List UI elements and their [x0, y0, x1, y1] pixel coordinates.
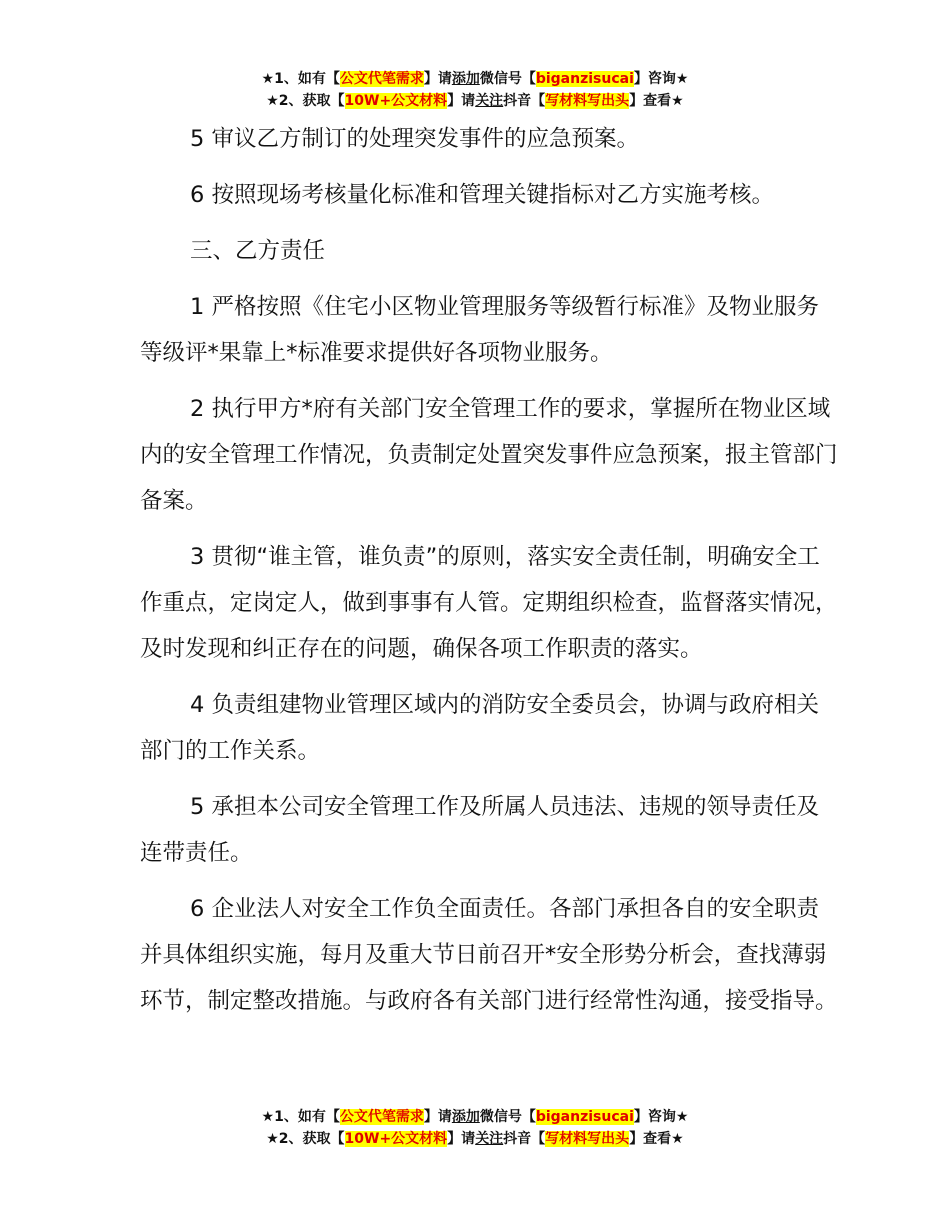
banner-text: 】请 [447, 93, 476, 109]
banner-underline: 添加 [451, 71, 480, 87]
header-banner [0, 68, 950, 112]
banner-highlight: 公文代笔需求 [339, 71, 424, 87]
paragraph: 2 执行甲方*府有关部门安全管理工作的要求，掌握所在物业区域内的安全管理工作情况，负责制定处置突发事件应急预案，报主管部门备案。 [140, 396, 838, 514]
banner-text: 】请 [447, 1131, 476, 1147]
paragraph: 5 审议乙方制订的处理突发事件的应急预案。 [190, 126, 639, 152]
banner-text: ★2、获取【 [266, 93, 345, 109]
banner-highlight: 公文代笔需求 [339, 1109, 424, 1125]
footer-banner [0, 1106, 950, 1150]
banner-highlight: 写材料写出头 [545, 93, 630, 109]
banner-text: ★2、获取【 [266, 1131, 345, 1147]
paragraph: 4 负责组建物业管理区域内的消防安全委员会，协调与政府相关部门的工作关系。 [140, 692, 819, 764]
banner-text: ★1、如有【 [261, 71, 340, 87]
banner-line-1 [0, 1106, 950, 1128]
banner-text: 抖音【 [503, 1131, 546, 1147]
banner-text: 】查看★ [629, 1131, 684, 1147]
paragraph: 6 企业法人对安全工作负全面责任。各部门承担各自的安全职责并具体组织实施，每月及重大节日前召开*安全形势分析会，查找薄弱环节，制定整改措施。与政府各有关部门进行经常性沟通，接受指导。 [140, 896, 838, 1014]
paragraph: 3 贯彻“谁主管，谁负责”的原则，落实安全责任制，明确安全工作重点，定岗定人，做到事事有人管。定期组织检查，监督落实情况，及时发现和纠正存在的问题，确保各项工作职责的落实。 [140, 544, 838, 662]
banner-line-1 [0, 68, 950, 90]
paragraph: 1 严格按照《住宅小区物业管理服务等级暂行标准》及物业服务等级评*果靠上*标准要求提供好各项物业服务。 [140, 294, 819, 366]
banner-underline: 关注 [475, 1131, 504, 1147]
document-body [140, 116, 840, 1034]
banner-text: ★1、如有【 [261, 1109, 340, 1125]
banner-line-2 [0, 90, 950, 112]
banner-underline: 添加 [451, 1109, 480, 1125]
banner-text: 微信号【 [479, 1109, 536, 1125]
banner-text: 微信号【 [479, 71, 536, 87]
section-heading: 三、乙方责任 [190, 238, 326, 264]
banner-text: 抖音【 [503, 93, 546, 109]
banner-highlight: 写材料写出头 [545, 1131, 630, 1147]
banner-text: 】请 [423, 71, 452, 87]
banner-text: 】查看★ [629, 93, 684, 109]
banner-highlight: 10W+公文材料 [344, 1131, 448, 1147]
paragraph: 5 承担本公司安全管理工作及所属人员违法、违规的领导责任及连带责任。 [140, 794, 819, 866]
banner-highlight: biganzisucai [535, 71, 634, 87]
banner-text: 】咨询★ [633, 71, 689, 87]
banner-underline: 关注 [475, 93, 504, 109]
banner-text: 】咨询★ [633, 1109, 689, 1125]
banner-text: 】请 [423, 1109, 452, 1125]
banner-line-2 [0, 1128, 950, 1150]
banner-highlight: biganzisucai [535, 1109, 634, 1125]
banner-highlight: 10W+公文材料 [344, 93, 448, 109]
paragraph: 6 按照现场考核量化标准和管理关键指标对乙方实施考核。 [190, 182, 774, 208]
